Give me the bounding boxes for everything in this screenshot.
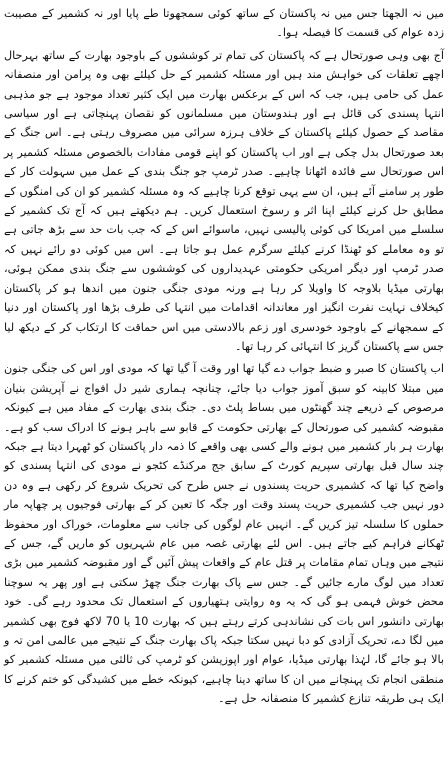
- paragraph-current-situation: آج بھی وہی صورتحال ہے کہ پاکستان کی تمام تر کوششوں کے باوجود بھارت کے ساتھ بہرحال اچھے تعلقات کی خواہش مند ہیں اور مسئلہ کشمیر کے حل کیلئے بھی وہ پرامن اور منصفانہ عمل کی حامی ہیں، جب کہ اس کے برعکس بھارت میں ایک کثیر تعداد موجود ہے جو مذہبی انتہا پسندی کی قائل ہے اور ہندوستان میں مسلمانوں کو نقصان پہنچاتی ہے اور سیاسی مقاصد کے حصول کیلئے پاکستان کے خلاف ہرزہ سرائی میں مصروف رہتی ہے۔ اس جنگ کے بعد صورتحال بدل چکی ہے اور اب پاکستان کو اپنے قومی مفادات بالخصوص مسئلہ کشمیر پر اس صورتحال سے فائدہ اٹھانا چاہیے۔ صدر ٹرمپ جو جنگ بندی کے عمل میں سہولت کار کے طور پر سامنے آئے ہیں، ان سے یہی توقع کرنا چاہیے کہ وہ مسئلہ کشمیر کو ان کی امنگوں کے مطابق حل کرنے کیلئے اپنا اثر و رسوخ استعمال کریں۔ ہم دیکھتے ہیں کہ آج تک کشمیر کے سلسلے میں امریکا کی کوئی پالیسی نہیں، ماسوائے اس کے کہ جب بات حد سے بڑھ جاتی ہے تو وہ معاملے کو ٹھنڈا کرنے کیلئے سرگرم عمل ہو جاتا ہے۔ اس میں کوئی دو رائے نہیں کہ صدر ٹرمپ اور دیگر امریکی حکومتی عہدیداروں کی کوششوں سے جنگ بندی ممکن ہوئی، بھارتی میڈیا بلاوجہ کا واویلا کر رہا ہے ورنہ مودی جنگی جنون میں اندھا ہو کر پاکستان کیخلاف نہایت نفرت انگیز اور معاندانہ اقدامات میں انتہا کی طرف بڑھا اور پاکستان اور دنیا کے سمجھانے کے باوجود خودسری اور زعم بالادستی میں اس حماقت کا ارتکاب کر کے دیکھ لیا جس سے پاکستان گریز کا انتہائی کر رہا تھا۔: [4, 48, 444, 353]
- paragraph-intro: میں نہ الجھتا جس میں نہ پاکستان کے ساتھ کوئی سمجھوتا طے پایا اور نہ کشمیر کے مصیبت زدہ عوام کی قسمت کا فیصلہ ہوا۔: [4, 7, 444, 40]
- paragraph-patience-ran-out: اب پاکستان کا صبر و ضبط جواب دے گیا تھا اور وقت آ گیا تھا کہ مودی اور اس کی جنگی جنون میں مبتلا کابینہ کو سبق آموز جواب دیا جائے، چنانچہ ہماری شیر دل افواج نے آپریشن بنیان مرصوص کے ذریعے چند گھنٹوں میں بساط پلٹ دی۔ جنگ بندی بھارت کے مفاد میں ہے کیونکہ مقبوضہ کشمیر کی صورتحال کے بھارتی حکومت کے قابو سے باہر ہونے کا ادراک سب کو ہے۔ بھارت ہر بار کشمیر میں ہونے والے کسی بھی واقعے کا ذمہ دار پاکستان کو ٹھہرا دیتا ہے جبکہ چند سال قبل بھارتی سپریم کورٹ کے سابق جج مرکنڈے کٹجو نے مودی کی انتہا پسندی کو واضح کیا تھا کہ کشمیری حریت پسندوں نے جس طرح کی تحریک شروع کر رکھی ہے وہ دن دور نہیں جب کشمیری حریت پسند وقت اور جگہ کا تعین کر کے بھارتی فوجیوں پر چھاپہ مار حملوں کا سلسلہ تیز کریں گے۔ انہیں عام لوگوں کی جانب سے معلومات، خوراک اور محفوظ ٹھکانے فراہم کیے جاتے ہیں۔ اس لئے بھارتی غصہ میں عام شہریوں کو ماریں گے، جس کے نتیجے میں وہاں تمام مقامات پر قتل عام کے واقعات پیش آئیں گے اور مقبوضہ کشمیر میں بڑی تعداد میں لوگ مارے جائیں گے۔ جس سے پاک بھارت جنگ چھڑ سکتی ہے اور پھر یہ سوچنا محض خوش فہمی ہو گی کہ یہ وہ روایتی ہتھیاروں کے استعمال تک محدود رہے گی۔ خود بھارتی دانشور اس بات کی نشاندہی کرتے رہتے ہیں کہ بھارت 10 یا 70 لاکھ فوج بھی کشمیر میں لگا دے، تحریک آزادی کو دبا نہیں سکتا جبکہ پاک بھارت جنگ کے نتیجے میں عالمی امن تہ و بالا ہو جائے گا، لہٰذا بھارتی میڈیا، عوام اور اپوزیشن کو ٹرمپ کی ثالثی میں مسئلہ کشمیر کو منطقی انجام تک پہنچانے میں ان کا ساتھ دینا چاہیے، کیونکہ خطے میں کشیدگی کو ختم کرنے کا ایک ہی طریقہ تنازع کشمیر کا منصفانہ حل ہے۔: [4, 362, 444, 706]
